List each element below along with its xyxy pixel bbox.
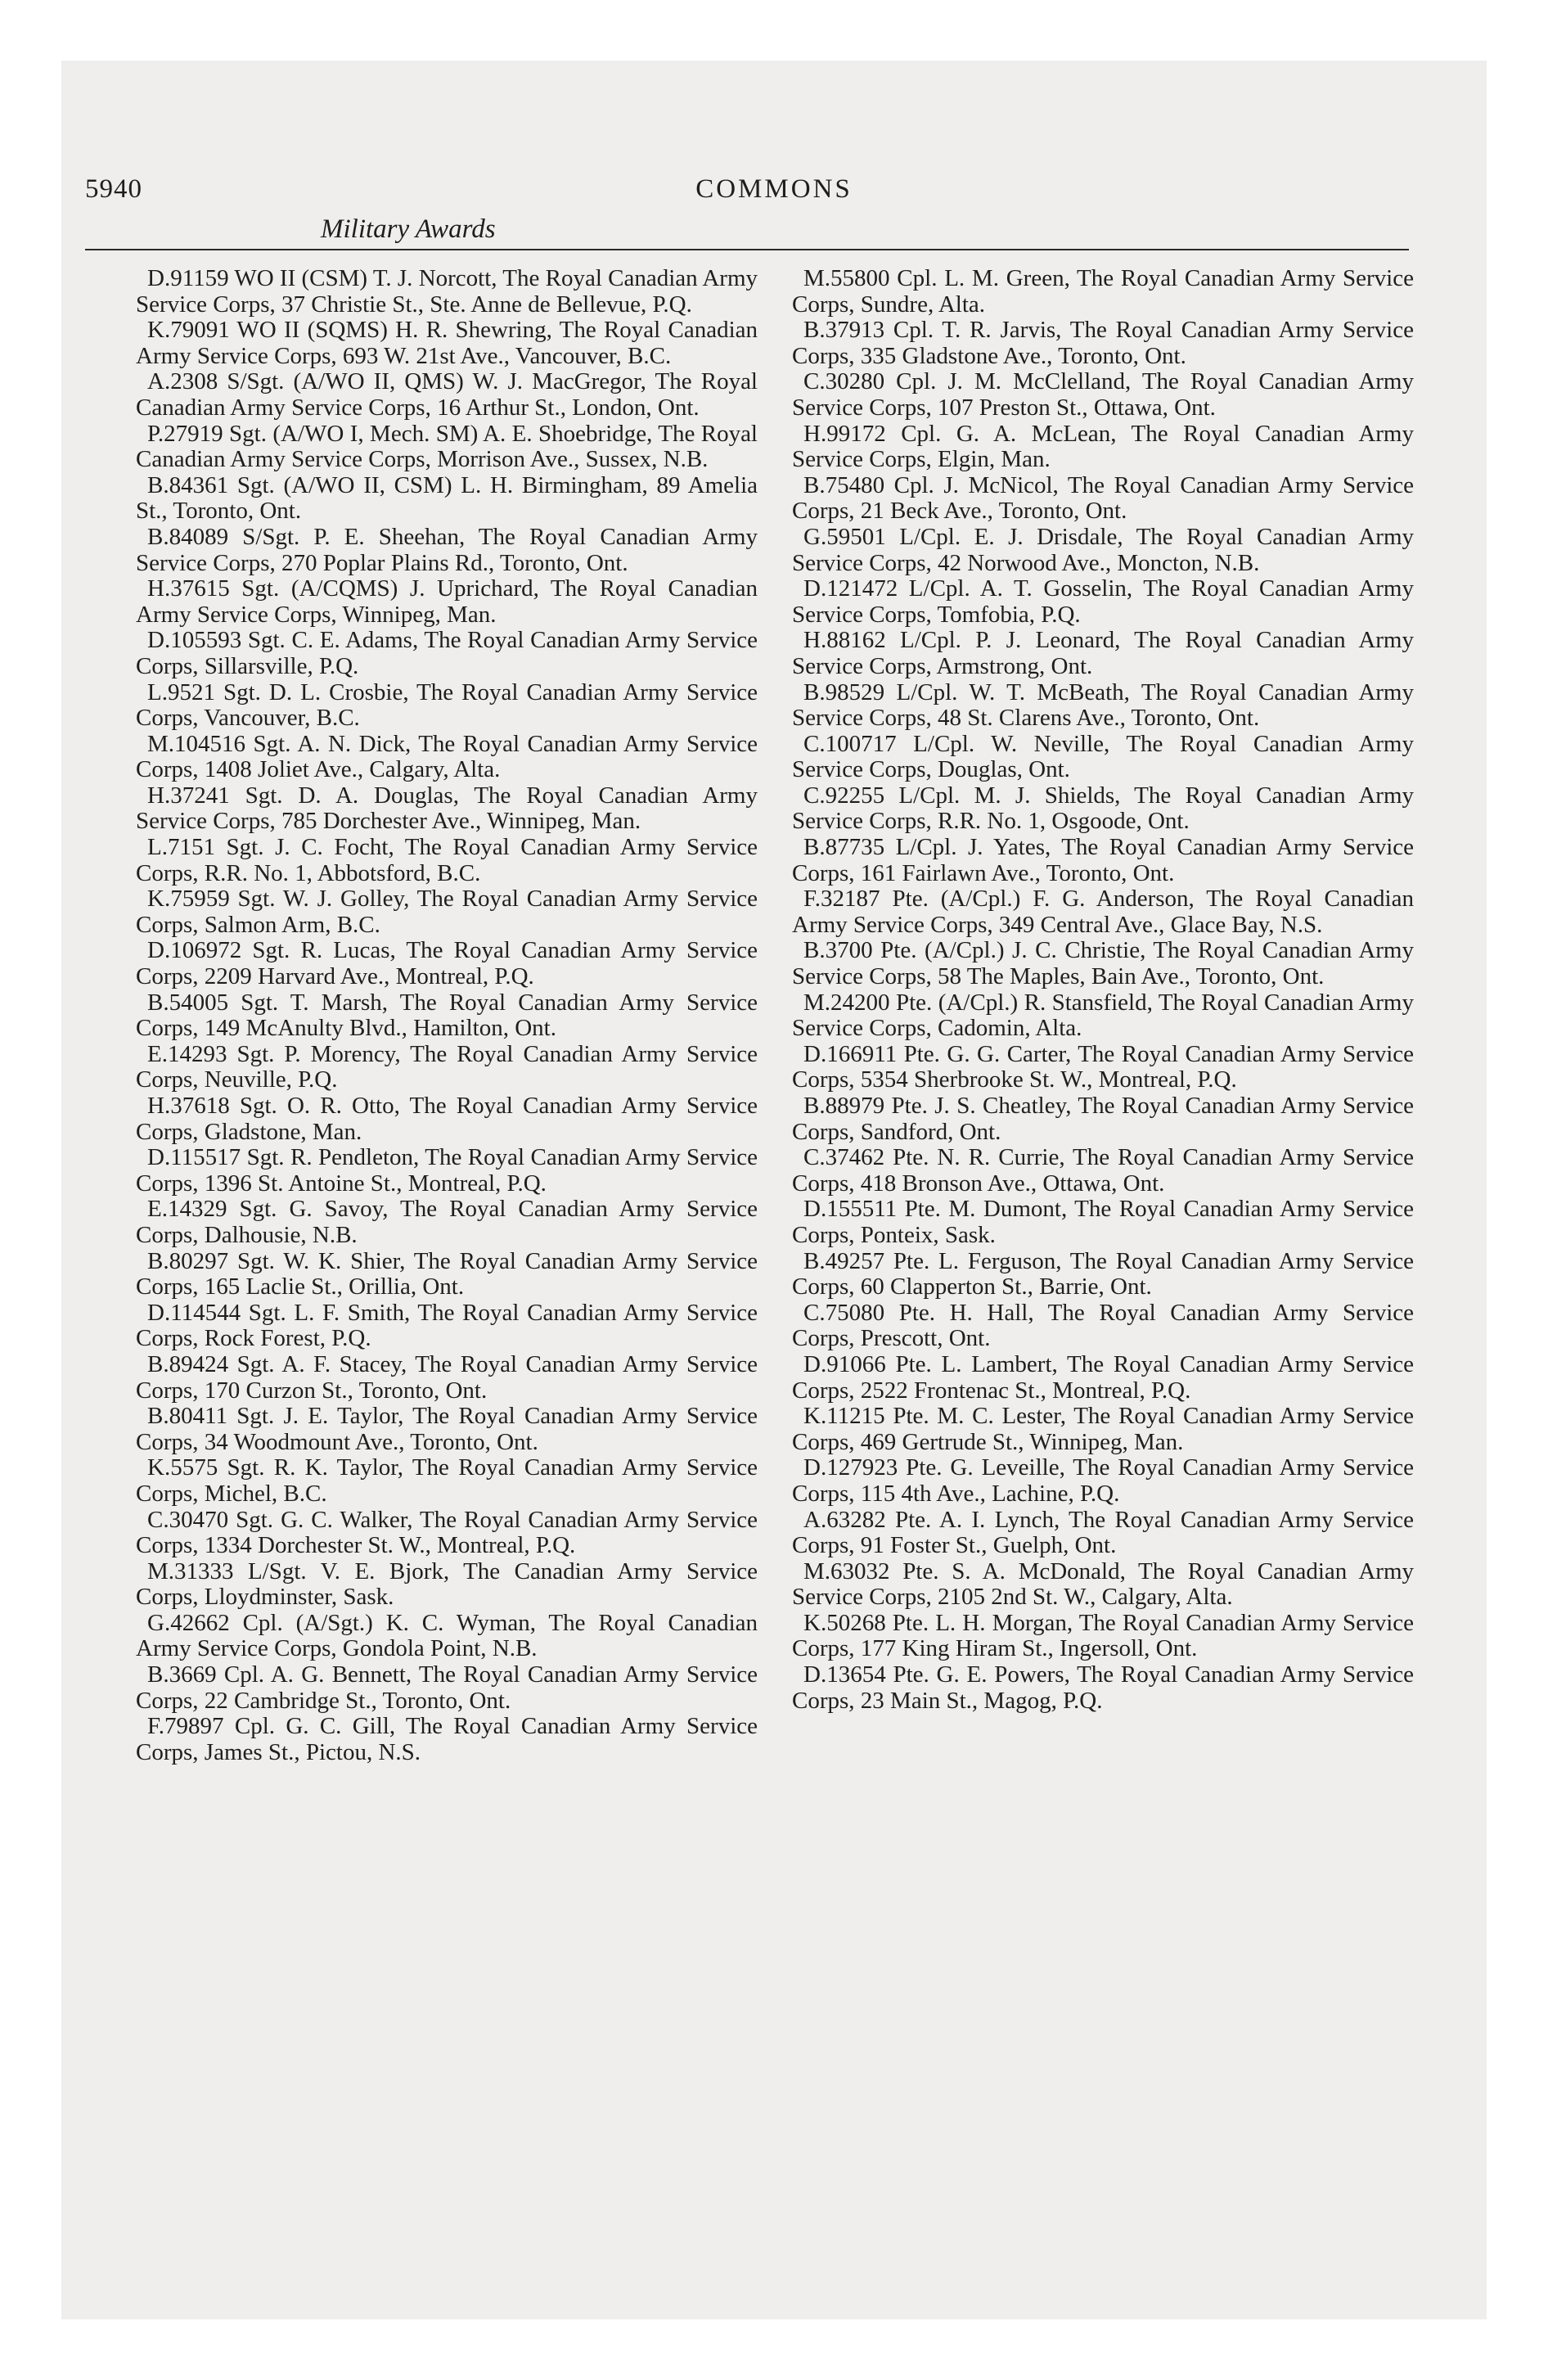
- award-entry: K.75959 Sgt. W. J. Golley, The Royal Canadian Army Service Corps, Salmon Arm, B.C.: [136, 886, 758, 938]
- award-entry: K.79091 WO II (SQMS) H. R. Shewring, The Royal Canadian Army Service Corps, 693 W. 21st Ave., Vancouver, B.C.: [136, 317, 758, 369]
- award-entry: D.121472 L/Cpl. A. T. Gosselin, The Royal Canadian Army Service Corps, Tomfobia, P.Q.: [792, 575, 1414, 628]
- award-entry: B.84361 Sgt. (A/WO II, CSM) L. H. Birmingham, 89 Amelia St., Toronto, Ont.: [136, 471, 758, 525]
- award-entry: C.30470 Sgt. G. C. Walker, The Royal Canadian Army Service Corps, 1334 Dorchester St. W., Montreal, P.Q.: [136, 1506, 758, 1559]
- award-entry: K.5575 Sgt. R. K. Taylor, The Royal Canadian Army Service Corps, Michel, B.C.: [136, 1454, 758, 1507]
- award-entry: B.80411 Sgt. J. E. Taylor, The Royal Canadian Army Service Corps, 34 Woodmount Ave., Toronto, Ont.: [136, 1403, 758, 1455]
- award-entry: E.14293 Sgt. P. Morency, The Royal Canadian Army Service Corps, Neuville, P.Q.: [136, 1040, 758, 1093]
- award-entry: B.3669 Cpl. A. G. Bennett, The Royal Canadian Army Service Corps, 22 Cambridge St., Toronto, Ont.: [136, 1661, 758, 1714]
- running-head: COMMONS: [695, 174, 853, 204]
- award-entry: L.7151 Sgt. J. C. Focht, The Royal Canadian Army Service Corps, R.R. No. 1, Abbotsford, B.C.: [136, 834, 758, 886]
- award-entry: D.106972 Sgt. R. Lucas, The Royal Canadian Army Service Corps, 2209 Harvard Ave., Montreal, P.Q.: [136, 937, 758, 990]
- award-entry: M.31333 L/Sgt. V. E. Bjork, The Canadian Army Service Corps, Lloydminster, Sask.: [136, 1557, 758, 1611]
- award-entry: B.37913 Cpl. T. R. Jarvis, The Royal Canadian Army Service Corps, 335 Gladstone Ave., Toronto, Ont.: [792, 317, 1414, 369]
- award-entry: A.2308 S/Sgt. (A/WO II, QMS) W. J. MacGregor, The Royal Canadian Army Service Corps, 16 Arthur St., London, Ont.: [136, 368, 758, 421]
- award-entry: M.63032 Pte. S. A. McDonald, The Royal Canadian Army Service Corps, 2105 2nd St. W., Calgary, Alta.: [792, 1557, 1414, 1611]
- award-entry: D.105593 Sgt. C. E. Adams, The Royal Canadian Army Service Corps, Sillarsville, P.Q.: [136, 627, 758, 679]
- award-entry: L.9521 Sgt. D. L. Crosbie, The Royal Canadian Army Service Corps, Vancouver, B.C.: [136, 678, 758, 732]
- award-entry: H.37241 Sgt. D. A. Douglas, The Royal Canadian Army Service Corps, 785 Dorchester Ave., Winnipeg, Man.: [136, 782, 758, 835]
- award-entry: C.37462 Pte. N. R. Currie, The Royal Canadian Army Service Corps, 418 Bronson Ave., Ottawa, Ont.: [792, 1144, 1414, 1197]
- award-entry: D.91066 Pte. L. Lambert, The Royal Canadian Army Service Corps, 2522 Frontenac St., Montreal, P.Q.: [792, 1350, 1414, 1404]
- award-entry: D.114544 Sgt. L. F. Smith, The Royal Canadian Army Service Corps, Rock Forest, P.Q.: [136, 1299, 758, 1352]
- award-entry: F.79897 Cpl. G. C. Gill, The Royal Canadian Army Service Corps, James St., Pictou, N.S.: [136, 1713, 758, 1765]
- award-entry: B.87735 L/Cpl. J. Yates, The Royal Canadian Army Service Corps, 161 Fairlawn Ave., Toronto, Ont.: [792, 834, 1414, 886]
- award-entry: C.92255 L/Cpl. M. J. Shields, The Royal Canadian Army Service Corps, R.R. No. 1, Osgoode, Ont.: [792, 782, 1414, 835]
- award-entry: H.88162 L/Cpl. P. J. Leonard, The Royal Canadian Army Service Corps, Armstrong, Ont.: [792, 627, 1414, 679]
- award-entry: D.166911 Pte. G. G. Carter, The Royal Canadian Army Service Corps, 5354 Sherbrooke St. W., Montreal, P.Q.: [792, 1040, 1414, 1093]
- award-entry: M.55800 Cpl. L. M. Green, The Royal Canadian Army Service Corps, Sundre, Alta.: [792, 265, 1414, 318]
- award-entry: B.75480 Cpl. J. McNicol, The Royal Canadian Army Service Corps, 21 Beck Ave., Toronto, Ont.: [792, 471, 1414, 525]
- award-entry: P.27919 Sgt. (A/WO I, Mech. SM) A. E. Shoebridge, The Royal Canadian Army Service Corps, Morrison Ave., Sussex, N.B.: [136, 420, 758, 473]
- award-entry: B.49257 Pte. L. Ferguson, The Royal Canadian Army Service Corps, 60 Clapperton St., Barrie, Ont.: [792, 1247, 1414, 1300]
- award-entry: B.54005 Sgt. T. Marsh, The Royal Canadian Army Service Corps, 149 McAnulty Blvd., Hamilton, Ont.: [136, 989, 758, 1042]
- award-entry: D.127923 Pte. G. Leveille, The Royal Canadian Army Service Corps, 115 4th Ave., Lachine, P.Q.: [792, 1454, 1414, 1507]
- award-entry: K.50268 Pte. L. H. Morgan, The Royal Canadian Army Service Corps, 177 King Hiram St., Ingersoll, Ont.: [792, 1609, 1414, 1662]
- award-entry: D.155511 Pte. M. Dumont, The Royal Canadian Army Service Corps, Ponteix, Sask.: [792, 1196, 1414, 1248]
- award-entry: C.30280 Cpl. J. M. McClelland, The Royal Canadian Army Service Corps, 107 Preston St., Ottawa, Ont.: [792, 368, 1414, 421]
- award-entry: A.63282 Pte. A. I. Lynch, The Royal Canadian Army Service Corps, 91 Foster St., Guelph, Ont.: [792, 1506, 1414, 1559]
- award-entry: E.14329 Sgt. G. Savoy, The Royal Canadian Army Service Corps, Dalhousie, N.B.: [136, 1196, 758, 1248]
- right-column: [792, 266, 1414, 1714]
- award-entry: C.100717 L/Cpl. W. Neville, The Royal Canadian Army Service Corps, Douglas, Ont.: [792, 730, 1414, 783]
- award-entry: M.24200 Pte. (A/Cpl.) R. Stansfield, The Royal Canadian Army Service Corps, Cadomin, Alta.: [792, 989, 1414, 1042]
- award-entry: H.37618 Sgt. O. R. Otto, The Royal Canadian Army Service Corps, Gladstone, Man.: [136, 1093, 758, 1145]
- award-entry: H.37615 Sgt. (A/CQMS) J. Uprichard, The Royal Canadian Army Service Corps, Winnipeg, Man.: [136, 575, 758, 628]
- award-entry: M.104516 Sgt. A. N. Dick, The Royal Canadian Army Service Corps, 1408 Joliet Ave., Calgary, Alta.: [136, 730, 758, 783]
- award-entry: G.59501 L/Cpl. E. J. Drisdale, The Royal Canadian Army Service Corps, 42 Norwood Ave., Moncton, N.B.: [792, 523, 1414, 576]
- award-entry: B.98529 L/Cpl. W. T. McBeath, The Royal Canadian Army Service Corps, 48 St. Clarens Ave., Toronto, Ont.: [792, 678, 1414, 732]
- award-entry: B.84089 S/Sgt. P. E. Sheehan, The Royal Canadian Army Service Corps, 270 Poplar Plains Rd., Toronto, Ont.: [136, 523, 758, 576]
- left-column: [136, 266, 758, 1765]
- award-entry: B.88979 Pte. J. S. Cheatley, The Royal Canadian Army Service Corps, Sandford, Ont.: [792, 1093, 1414, 1145]
- header-rule: [85, 249, 1409, 250]
- award-entry: D.115517 Sgt. R. Pendleton, The Royal Canadian Army Service Corps, 1396 St. Antoine St., Montreal, P.Q.: [136, 1144, 758, 1197]
- award-entry: B.89424 Sgt. A. F. Stacey, The Royal Canadian Army Service Corps, 170 Curzon St., Toronto, Ont.: [136, 1350, 758, 1404]
- section-title: Military Awards: [321, 214, 496, 244]
- award-entry: F.32187 Pte. (A/Cpl.) F. G. Anderson, The Royal Canadian Army Service Corps, 349 Central Ave., Glace Bay, N.S.: [792, 886, 1414, 938]
- award-entry: B.80297 Sgt. W. K. Shier, The Royal Canadian Army Service Corps, 165 Laclie St., Orillia, Ont.: [136, 1247, 758, 1300]
- award-entry: B.3700 Pte. (A/Cpl.) J. C. Christie, The Royal Canadian Army Service Corps, 58 The Maples, Bain Ave., Toronto, Ont.: [792, 937, 1414, 990]
- award-entry: D.91159 WO II (CSM) T. J. Norcott, The Royal Canadian Army Service Corps, 37 Christie St., Ste. Anne de Bellevue, P.Q.: [136, 265, 758, 318]
- award-entry: H.99172 Cpl. G. A. McLean, The Royal Canadian Army Service Corps, Elgin, Man.: [792, 420, 1414, 473]
- award-entry: K.11215 Pte. M. C. Lester, The Royal Canadian Army Service Corps, 469 Gertrude St., Winnipeg, Man.: [792, 1403, 1414, 1455]
- award-entry: C.75080 Pte. H. Hall, The Royal Canadian Army Service Corps, Prescott, Ont.: [792, 1299, 1414, 1352]
- page-number: 5940: [85, 174, 142, 204]
- award-entry: G.42662 Cpl. (A/Sgt.) K. C. Wyman, The Royal Canadian Army Service Corps, Gondola Point, N.B.: [136, 1609, 758, 1662]
- award-entry: D.13654 Pte. G. E. Powers, The Royal Canadian Army Service Corps, 23 Main St., Magog, P.Q.: [792, 1661, 1414, 1714]
